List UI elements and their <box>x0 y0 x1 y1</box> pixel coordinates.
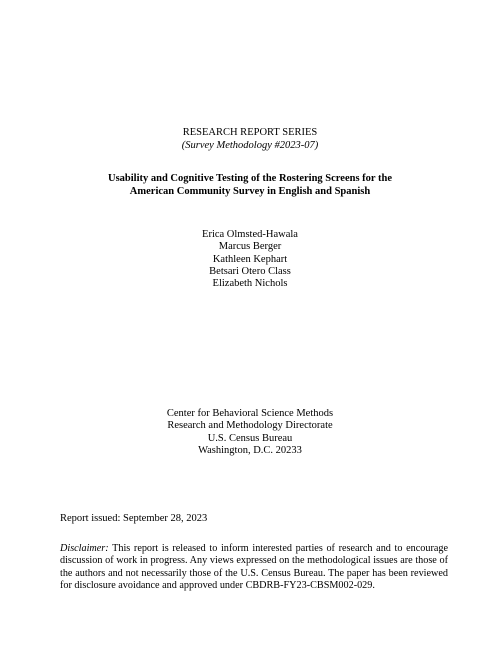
series-subtitle: (Survey Methodology #2023-07) <box>181 140 319 151</box>
report-title-line-2: American Community Survey in English and Spanish <box>129 186 371 197</box>
disclaimer-paragraph <box>60 543 448 592</box>
organization-line: Washington, D.C. 20233 <box>198 444 302 456</box>
report-issued-date: Report issued: September 28, 2023 <box>60 513 208 524</box>
organization-line: Center for Behavioral Science Methods <box>166 408 334 419</box>
series-title: RESEARCH REPORT SERIES <box>182 127 318 138</box>
author-list <box>0 229 500 290</box>
author-name: Kathleen Kephart <box>212 253 288 265</box>
report-series-header <box>0 126 500 152</box>
report-title <box>0 172 500 198</box>
author-name: Marcus Berger <box>218 241 282 253</box>
author-name: Elizabeth Nichols <box>212 278 288 290</box>
organization-line: Research and Methodology Directorate <box>167 420 333 432</box>
disclaimer-text: This report is released to inform interested parties of research and to encourage discussion of work in progress. Any views expressed on the methodological issues are those of the authors and not necessarily those of the U.S. Census Bureau. The paper has been reviewed for disclosure avoidance and approved under CBDRB-FY23-CBSM002-029. <box>60 543 448 591</box>
disclaimer-label: Disclaimer: <box>60 543 109 554</box>
organization-address <box>0 408 500 457</box>
author-name: Betsari Otero Class <box>209 265 291 277</box>
organization-line: U.S. Census Bureau <box>207 432 293 444</box>
author-name: Erica Olmsted-Hawala <box>202 229 298 240</box>
report-title-line-1: Usability and Cognitive Testing of the Rostering Screens for the <box>108 173 392 184</box>
